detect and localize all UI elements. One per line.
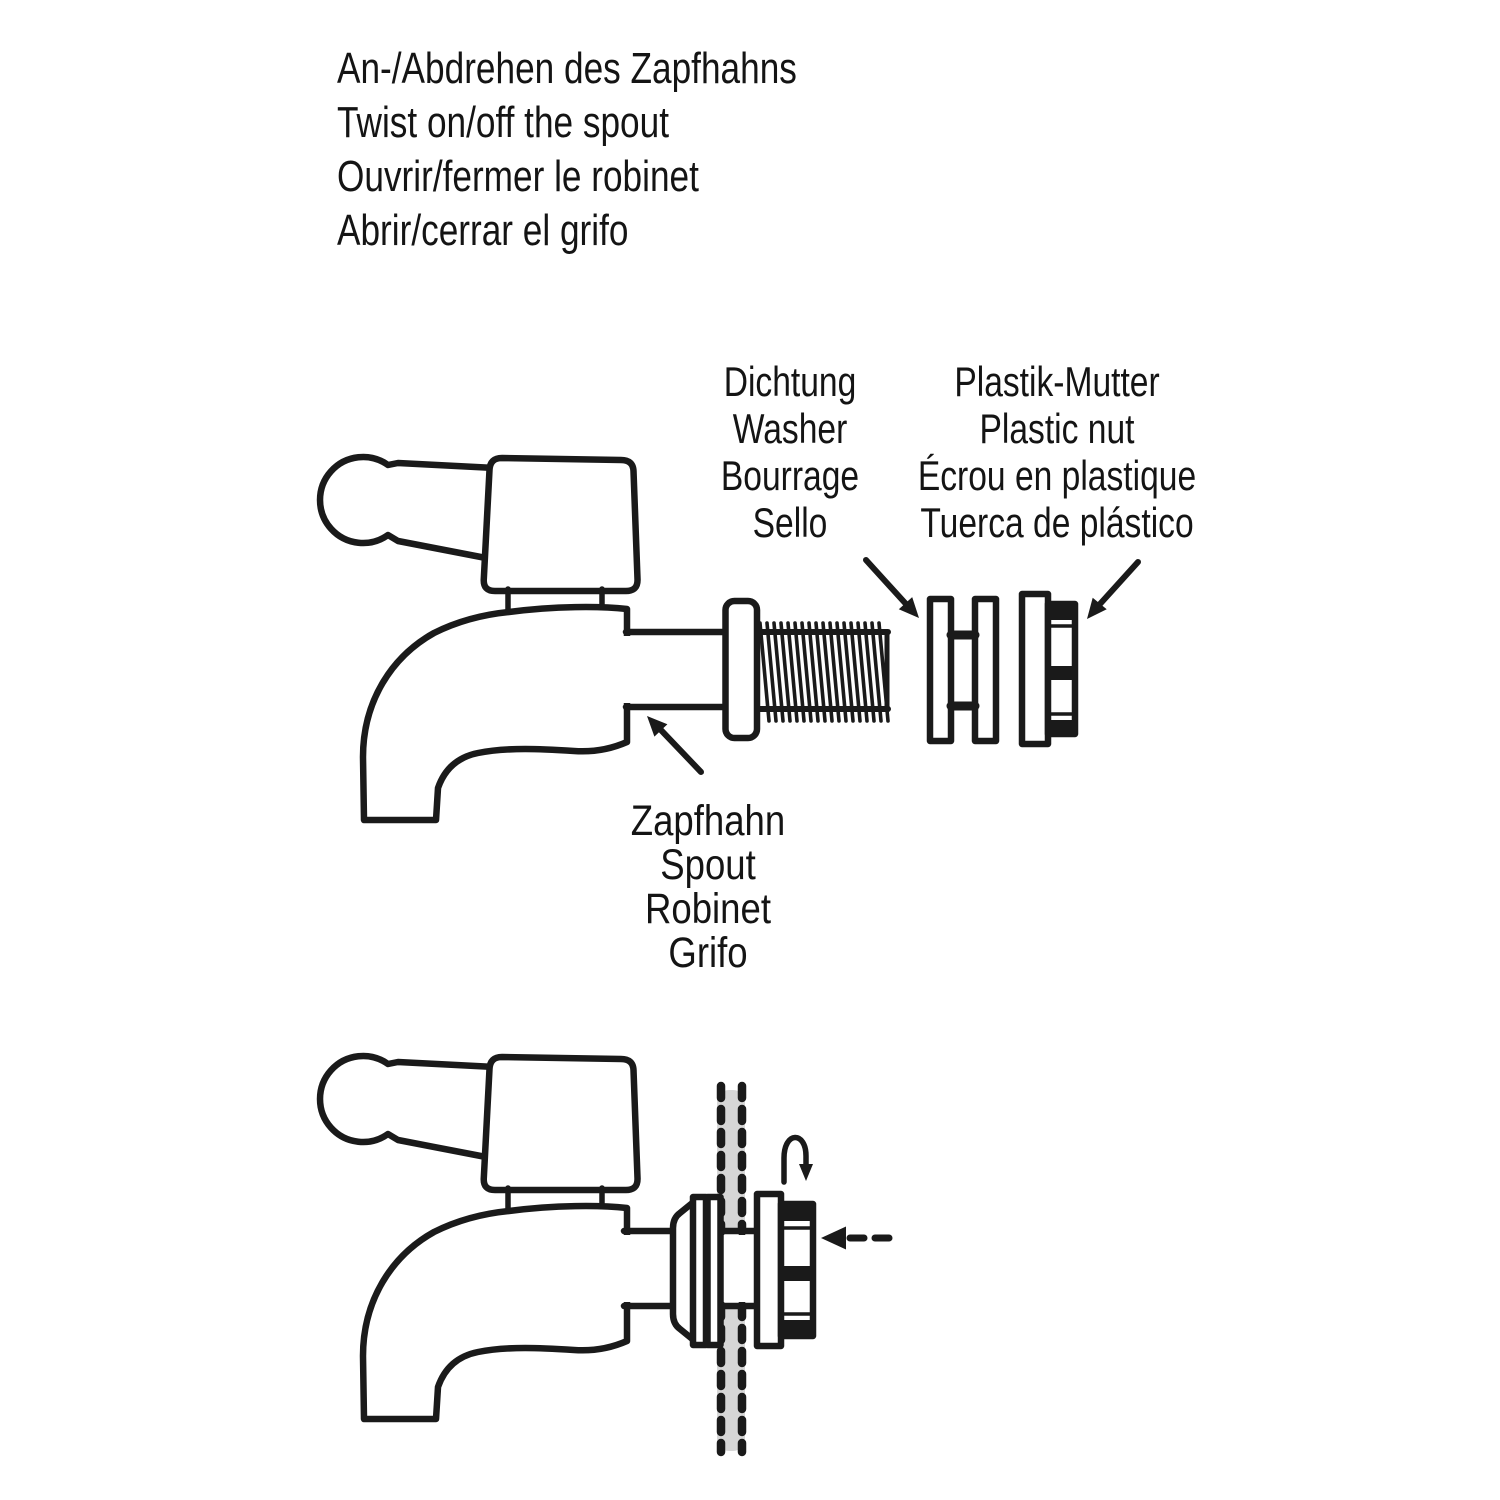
nut-label-es: Tuerca de plástico — [920, 499, 1194, 546]
pipe-threads — [757, 623, 888, 721]
plastic-nut-label — [913, 358, 1201, 546]
page-title — [337, 42, 797, 258]
washer-drawing — [930, 599, 996, 741]
spout-label-fr: Robinet — [645, 885, 771, 933]
washer-label-de: Dichtung — [723, 358, 857, 405]
faucet-pipe — [622, 632, 729, 707]
rotation-arrow-icon — [784, 1137, 813, 1182]
washer-label-es: Sello — [752, 499, 828, 546]
spout-label-es: Grifo — [668, 929, 748, 977]
nut-pointer-arrow — [1087, 562, 1138, 619]
spout-label-de: Zapfhahn — [630, 797, 786, 845]
plastic-nut-drawing — [1022, 594, 1075, 744]
washer-label-en: Washer — [732, 405, 848, 452]
nut-label-en: Plastic nut — [979, 405, 1135, 452]
title-line-fr: Ouvrir/fermer le robinet — [337, 152, 699, 201]
assembled-nut — [757, 1194, 813, 1346]
washer-pointer-arrow — [866, 560, 919, 618]
pipe-flange — [726, 601, 758, 738]
spout-pointer-arrow — [647, 716, 701, 772]
assembled-washer — [693, 1197, 721, 1345]
title-line-de: An-/Abdrehen des Zapfhahns — [337, 44, 797, 93]
assembled-view — [320, 1056, 893, 1452]
washer-label — [670, 358, 910, 546]
title-line-en: Twist on/off the spout — [337, 98, 669, 147]
title-line-es: Abrir/cerrar el grifo — [337, 206, 629, 255]
washer-label-fr: Bourrage — [720, 452, 860, 499]
nut-label-de: Plastik-Mutter — [954, 358, 1160, 405]
nut-label-fr: Écrou en plastique — [917, 452, 1197, 499]
spout-label — [581, 799, 836, 975]
spout-label-en: Spout — [660, 841, 756, 889]
push-direction-arrow — [821, 1227, 893, 1250]
